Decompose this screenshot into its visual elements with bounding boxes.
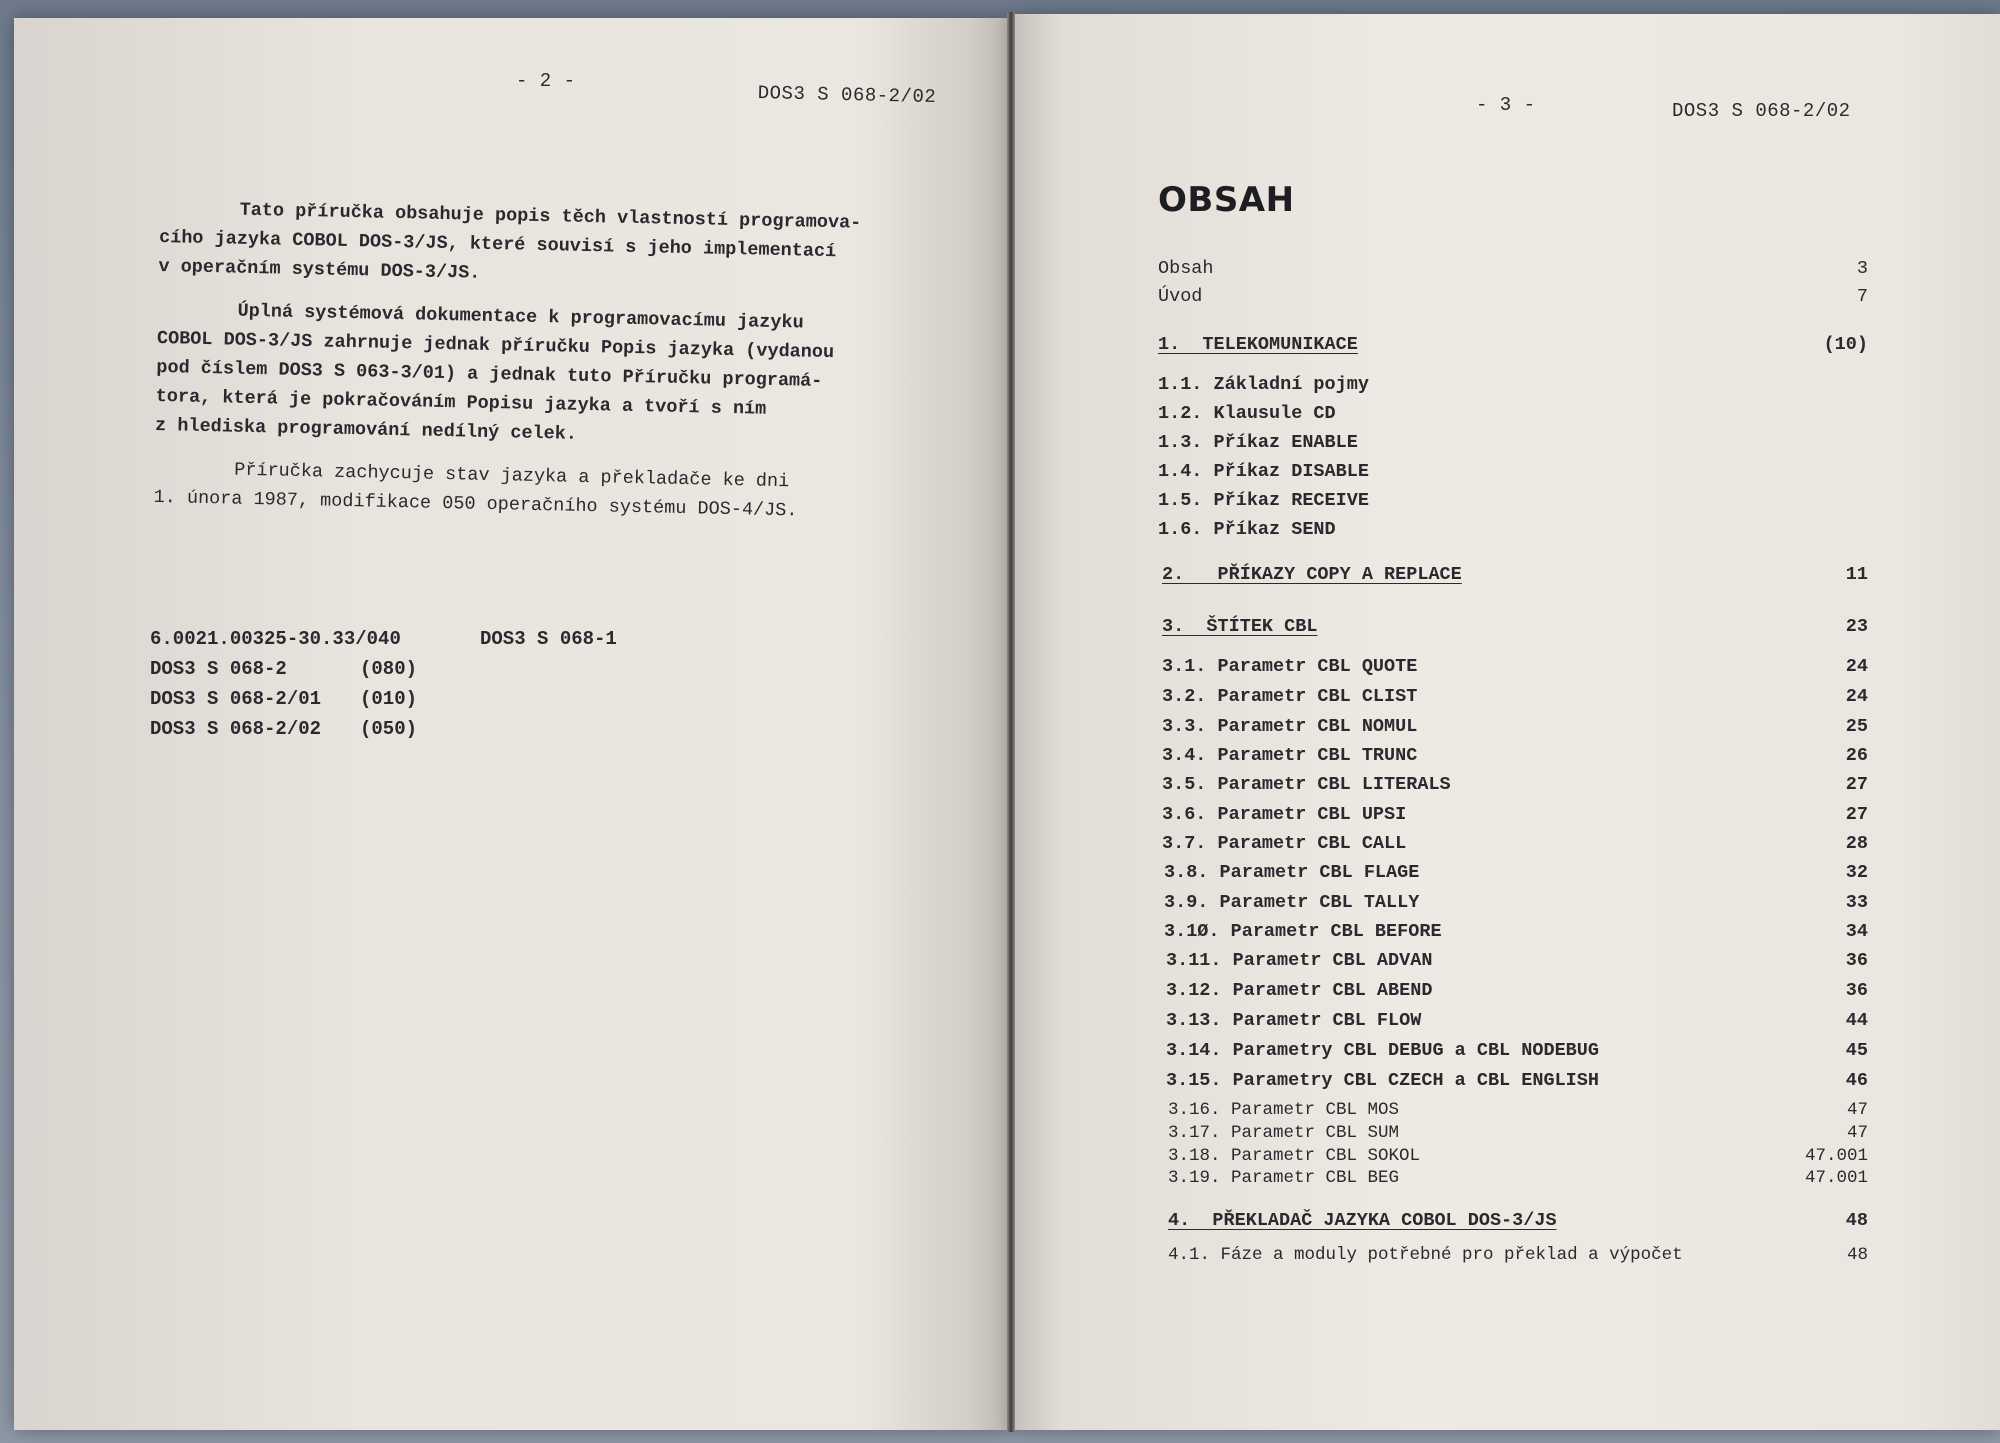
toc-page-number: 47	[1846, 1100, 1868, 1120]
toc-page-number	[1778, 403, 1868, 424]
toc-page-number: 46	[1845, 1070, 1868, 1091]
toc-section	[1162, 564, 1868, 585]
toc-label: 3. ŠTÍTEK CBL	[1162, 616, 1318, 637]
toc-label: 3.5. Parametr CBL LITERALS	[1162, 774, 1451, 795]
toc-label: 3.11. Parametr CBL ADVAN	[1166, 950, 1433, 971]
identifier-row	[150, 714, 617, 744]
toc-page-number: 27	[1845, 804, 1868, 825]
toc-item	[1164, 921, 1868, 942]
toc-item	[1162, 656, 1868, 677]
toc-label: 4. PŘEKLADAČ JAZYKA COBOL DOS-3/JS	[1168, 1210, 1557, 1231]
toc-item	[1158, 490, 1868, 511]
toc-item	[1162, 833, 1868, 854]
identifier-row	[150, 624, 617, 654]
toc-item	[1158, 286, 1868, 307]
identifier-code: DOS3 S 068-2/02	[150, 718, 322, 740]
toc-item	[1164, 862, 1868, 883]
toc-label: 3.16. Parametr CBL MOS	[1168, 1100, 1400, 1120]
toc-title: OBSAH	[1158, 180, 1295, 220]
intro-text	[153, 194, 920, 542]
toc-page-number: 24	[1845, 686, 1868, 707]
toc-page-number: 26	[1845, 745, 1868, 766]
identifier-code: DOS3 S 068-2	[150, 658, 287, 680]
right-page-number: - 3 -	[1476, 94, 1536, 116]
toc-item	[1168, 1146, 1868, 1166]
toc-page-number: 45	[1845, 1040, 1868, 1061]
toc-label: 3.8. Parametr CBL FLAGE	[1164, 862, 1420, 883]
toc-item	[1162, 774, 1868, 795]
toc-label: 1.1. Základní pojmy	[1158, 374, 1369, 395]
right-doc-code: DOS3 S 068-2/02	[1672, 100, 1851, 122]
toc-label: 1.2. Klausule CD	[1158, 403, 1336, 424]
toc-item	[1166, 980, 1868, 1001]
toc-section	[1158, 334, 1868, 355]
toc-label: 3.1. Parametr CBL QUOTE	[1162, 656, 1418, 677]
toc-label: Obsah	[1158, 258, 1214, 279]
toc-page-number: 28	[1845, 833, 1868, 854]
toc-label: 3.18. Parametr CBL SOKOL	[1168, 1146, 1421, 1166]
toc-label: 3.6. Parametr CBL UPSI	[1162, 804, 1407, 825]
toc-item	[1168, 1168, 1868, 1188]
document-identifiers	[150, 624, 617, 744]
toc-label: 1.6. Příkaz SEND	[1158, 519, 1336, 540]
identifier-row	[150, 684, 617, 714]
toc-label: 3.13. Parametr CBL FLOW	[1166, 1010, 1422, 1031]
toc-item	[1166, 1070, 1868, 1091]
identifier-code: DOS3 S 068-2/01	[150, 688, 322, 710]
toc-page-number: 33	[1845, 892, 1868, 913]
toc-label: 4.1. Fáze a moduly potřebné pro překlad a výpočet	[1168, 1245, 1683, 1265]
toc-section	[1162, 616, 1868, 637]
toc-page-number: 36	[1845, 950, 1868, 971]
toc-item	[1158, 374, 1868, 395]
toc-item	[1158, 519, 1868, 540]
toc-page-number	[1778, 490, 1868, 511]
toc-label: 1.4. Příkaz DISABLE	[1158, 461, 1369, 482]
toc-label: 1.5. Příkaz RECEIVE	[1158, 490, 1369, 511]
intro-line: Tato příručka obsahuje popis těch vlastností programova-	[239, 199, 862, 234]
identifier-row	[150, 654, 617, 684]
identifier-code: 6.0021.00325-30.33/040	[150, 628, 401, 650]
toc-item	[1168, 1123, 1868, 1143]
identifier-value: (050)	[360, 718, 418, 740]
toc-item	[1164, 892, 1868, 913]
toc-item	[1166, 950, 1868, 971]
toc-item	[1162, 745, 1868, 766]
identifier-value: DOS3 S 068-1	[480, 628, 617, 650]
toc-page-number	[1778, 519, 1868, 540]
toc-page-number: 7	[1856, 286, 1868, 307]
toc-page-number: 23	[1845, 616, 1868, 637]
intro-line: cího jazyka COBOL DOS-3/JS, které souvisí s jeho implementací	[158, 226, 837, 263]
toc-page-number: 48	[1846, 1245, 1868, 1265]
toc-label: 3.19. Parametr CBL BEG	[1168, 1168, 1400, 1188]
toc-label: 3.9. Parametr CBL TALLY	[1164, 892, 1420, 913]
toc-label: 1. TELEKOMUNIKACE	[1158, 334, 1358, 355]
toc-item	[1162, 804, 1868, 825]
intro-line: z hlediska programování nedílný celek.	[154, 414, 578, 445]
toc-label: 3.12. Parametr CBL ABEND	[1166, 980, 1433, 1001]
identifier-value: (010)	[360, 688, 418, 710]
intro-line: Úplná systémová dokumentace k programovacímu jazyku	[237, 300, 804, 334]
toc-page-number: 27	[1845, 774, 1868, 795]
book-spine	[1007, 12, 1015, 1432]
toc-label: 2. PŘÍKAZY COPY A REPLACE	[1162, 564, 1462, 585]
toc-page-number: 47.001	[1804, 1146, 1868, 1166]
toc-label: 3.14. Parametry CBL DEBUG a CBL NODEBUG	[1166, 1040, 1599, 1061]
toc-item	[1158, 403, 1868, 424]
toc-label: 3.17. Parametr CBL SUM	[1168, 1123, 1400, 1143]
toc-page-number: 44	[1845, 1010, 1868, 1031]
toc-page-number: 3	[1856, 258, 1868, 279]
toc-label: Úvod	[1158, 286, 1203, 307]
toc-item	[1166, 1010, 1868, 1031]
left-doc-code: DOS3 S 068-2/02	[757, 82, 937, 109]
toc-page-number: 11	[1845, 564, 1868, 585]
identifier-value: (080)	[360, 658, 418, 680]
intro-line: 1. února 1987, modifikace 050 operačního systému DOS-4/JS.	[153, 486, 798, 522]
intro-line: COBOL DOS-3/JS zahrnuje jednak příručku Popis jazyka (vydanou	[156, 327, 835, 364]
toc-page-number	[1778, 461, 1868, 482]
toc-page-number	[1778, 374, 1868, 395]
toc-page-number: 47.001	[1804, 1168, 1868, 1188]
toc-page-number: 32	[1845, 862, 1868, 883]
toc-label: 1.3. Příkaz ENABLE	[1158, 432, 1358, 453]
toc-label: 3.15. Parametry CBL CZECH a CBL ENGLISH	[1166, 1070, 1599, 1091]
toc-section	[1168, 1210, 1868, 1231]
toc-page-number: 24	[1845, 656, 1868, 677]
toc-page-number	[1778, 432, 1868, 453]
toc-page-number: 36	[1845, 980, 1868, 1001]
intro-line: pod číslem DOS3 S 063-3/01) a jednak tuto Příručku programá-	[156, 356, 823, 392]
left-page-number: - 2 -	[516, 70, 576, 92]
toc-label: 3.2. Parametr CBL CLIST	[1162, 686, 1418, 707]
toc-item	[1158, 461, 1868, 482]
intro-line: tora, která je pokračováním Popisu jazyka a tvoří s ním	[155, 385, 767, 420]
toc-page-number: 47	[1846, 1123, 1868, 1143]
toc-label: 3.3. Parametr CBL NOMUL	[1162, 716, 1418, 737]
toc-page-number: 25	[1845, 716, 1868, 737]
toc-label: 3.7. Parametr CBL CALL	[1162, 833, 1407, 854]
toc-item	[1168, 1100, 1868, 1120]
toc-item	[1162, 686, 1868, 707]
toc-page-number: 48	[1845, 1210, 1868, 1231]
toc-label: 3.4. Parametr CBL TRUNC	[1162, 745, 1418, 766]
toc-item	[1168, 1245, 1868, 1265]
intro-line: Příručka zachycuje stav jazyka a překladače ke dni	[234, 459, 790, 493]
toc-item	[1158, 432, 1868, 453]
toc-label: 3.1Ø. Parametr CBL BEFORE	[1164, 921, 1442, 942]
toc-page-number: 34	[1845, 921, 1868, 942]
toc-item	[1166, 1040, 1868, 1061]
intro-line: v operačním systému DOS-3/JS.	[158, 255, 481, 284]
toc-item	[1162, 716, 1868, 737]
toc-page-number: (10)	[1823, 334, 1868, 355]
toc-item	[1158, 258, 1868, 279]
